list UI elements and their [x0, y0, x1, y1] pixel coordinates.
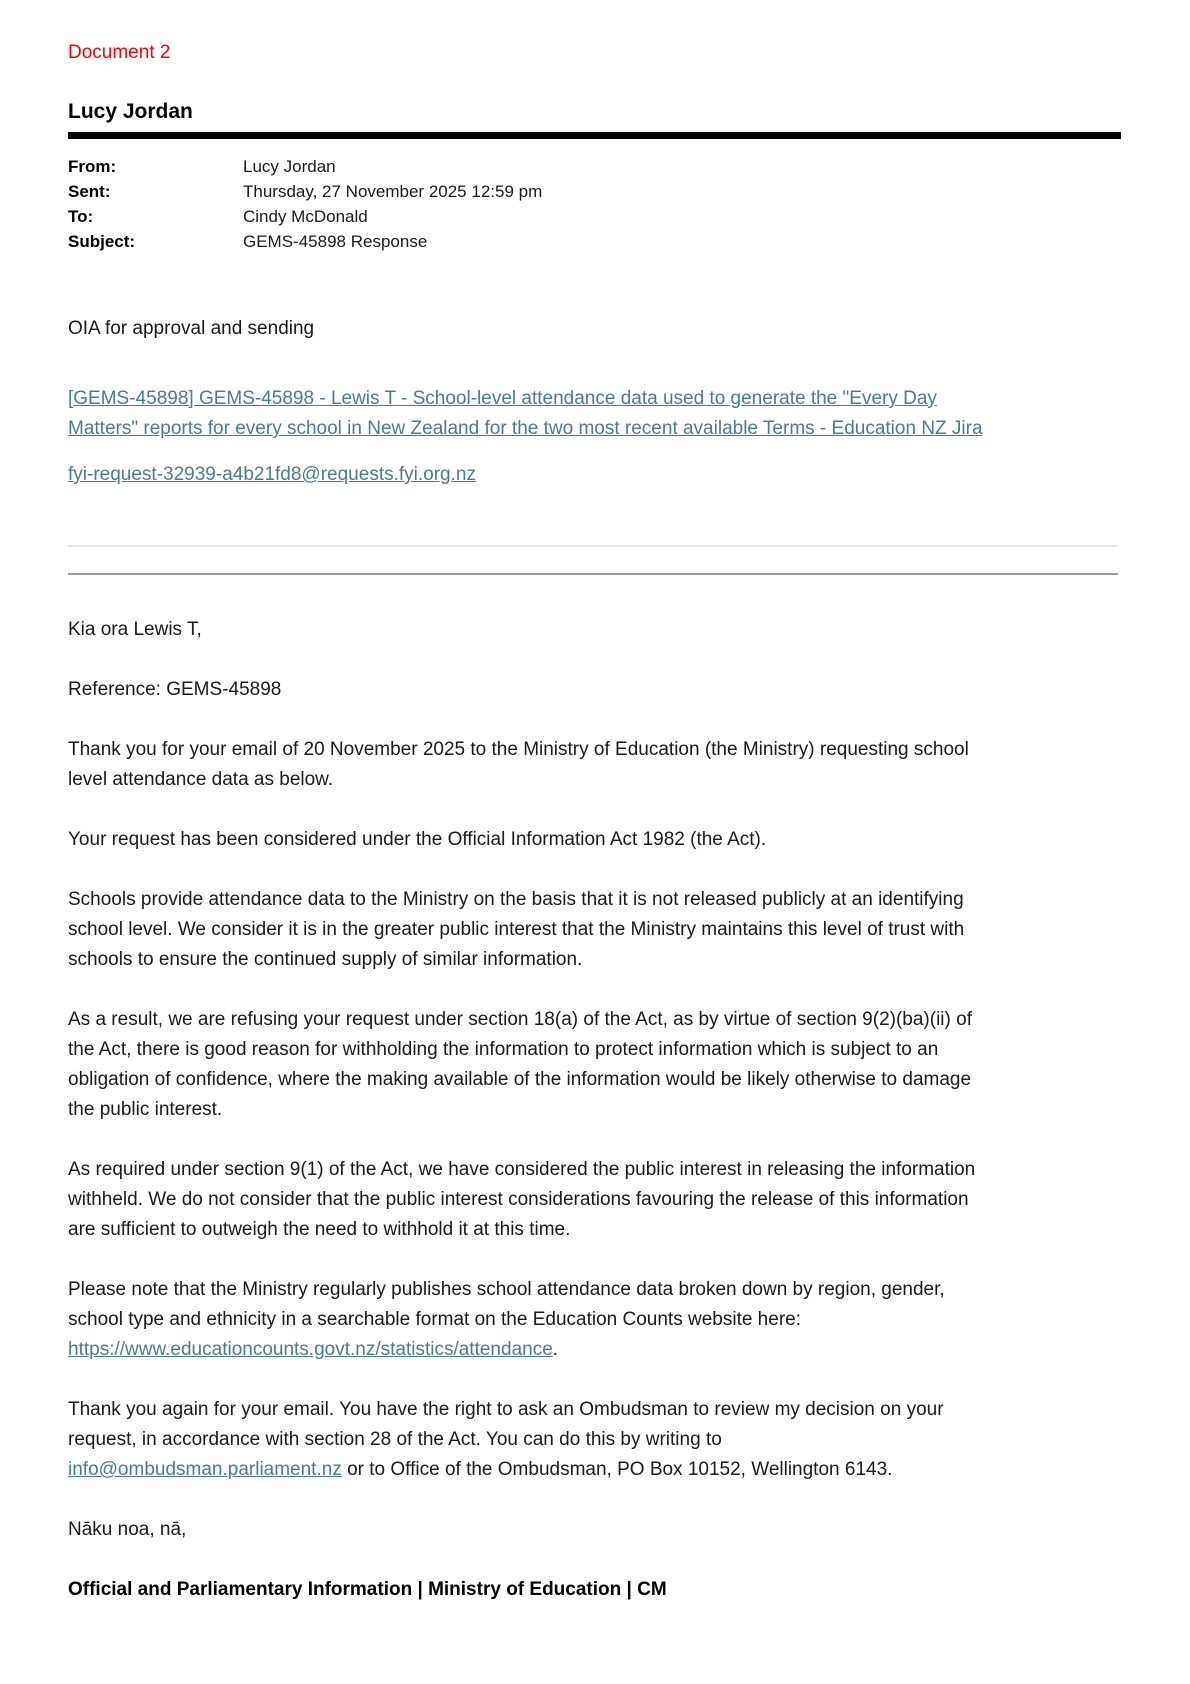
para-ombudsman-text: Thank you again for your email. You have the right to ask an Ombudsman to review my decision on your request, in accordance with section 28 of the Act. You can do this by writing to [68, 1399, 944, 1450]
email-meta [68, 154, 542, 254]
meta-label-subject: Subject: [68, 232, 136, 251]
para-thanks: Thank you for your email of 20 November 2025 to the Ministry of Education (the Ministry) requesting school level attendance data as below. [68, 739, 969, 790]
email-body [68, 615, 1126, 1605]
para-refusal: As a result, we are refusing your request under section 18(a) of the Act, as by virtue of section 9(2)(ba)(ii) of the Act, there is good reason for withholding the information to protect information which is subject to an obligation of confidence, where the making available of the information would be likely otherwise to damage the public interest. [68, 1009, 972, 1120]
para-considered: Your request has been considered under the Official Information Act 1982 (the Act). [68, 829, 767, 850]
meta-value-from: Lucy Jordan [243, 157, 336, 176]
fyi-request-link[interactable]: fyi-request-32939-a4b21fd8@requests.fyi.org.nz [68, 464, 476, 485]
jira-link-paragraph [68, 384, 1008, 444]
meta-row-sent [68, 179, 542, 204]
greeting: Kia ora Lewis T, [68, 619, 202, 640]
jira-link[interactable]: [GEMS-45898] GEMS-45898 - Lewis T - School-level attendance data used to generate the "Every Day Matters" reports for every school in New Zealand for the two most recent available Terms - Education NZ Jira [68, 388, 983, 439]
document-label: Document 2 [68, 42, 171, 63]
sender-heading: Lucy Jordan [68, 100, 1121, 139]
meta-row-subject [68, 229, 542, 254]
ombudsman-email-link[interactable]: info@ombudsman.parliament.nz [68, 1459, 342, 1480]
meta-label-to: To: [68, 207, 94, 226]
meta-label-sent: Sent: [68, 182, 111, 201]
signoff: Nāku noa, nā, [68, 1519, 187, 1540]
meta-row-from [68, 154, 542, 179]
approval-note: OIA for approval and sending [68, 318, 315, 339]
para-publish [68, 1275, 978, 1365]
meta-value-to: Cindy McDonald [243, 207, 368, 226]
signature-line: Official and Parliamentary Information | Ministry of Education | CM [68, 1579, 667, 1600]
reference-line: Reference: GEMS-45898 [68, 679, 282, 700]
meta-label-from: From: [68, 157, 117, 176]
para-public-interest: As required under section 9(1) of the Act, we have considered the public interest in releasing the information withheld. We do not consider that the public interest considerations favouring the release of this information are sufficient to outweigh the need to withhold it at this time. [68, 1159, 976, 1240]
para-publish-period: . [552, 1339, 559, 1360]
educationcounts-link[interactable]: https://www.educationcounts.govt.nz/statistics/attendance [68, 1339, 553, 1360]
para-ombudsman-suffix: or to Office of the Ombudsman, PO Box 10152, Wellington 6143. [341, 1459, 893, 1480]
para-schools: Schools provide attendance data to the Ministry on the basis that it is not released publicly at an identifying school level. We consider it is in the greater public interest that the Ministry maintains this level of trust with schools to ensure the continued supply of similar information. [68, 889, 965, 970]
meta-row-to [68, 204, 542, 229]
divider-dark [68, 573, 1118, 575]
meta-value-subject: GEMS-45898 Response [243, 232, 428, 251]
para-ombudsman [68, 1395, 978, 1485]
para-publish-text: Please note that the Ministry regularly publishes school attendance data broken down by region, gender, school type and ethnicity in a searchable format on the Education Counts website here: [68, 1279, 945, 1330]
fyi-link-paragraph [68, 460, 1008, 490]
meta-value-sent: Thursday, 27 November 2025 12:59 pm [243, 182, 543, 201]
divider-light [68, 545, 1118, 547]
